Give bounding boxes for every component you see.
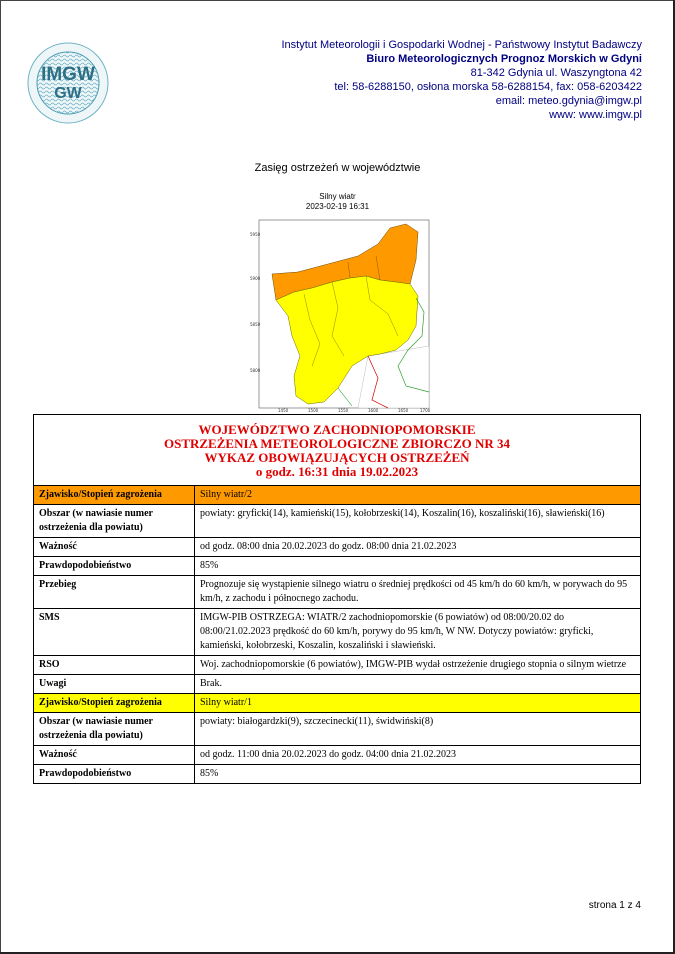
phone-fax: tel: 58-6288150, osłona morska 58-6288154, fax: 058-6203422 bbox=[334, 81, 642, 93]
voivodeship-title: WOJEWÓDZTWO ZACHODNIOPOMORSKIE bbox=[198, 422, 476, 437]
map-subtitle-block bbox=[0, 192, 675, 212]
sms-label: SMS bbox=[34, 609, 195, 656]
table-row bbox=[34, 675, 641, 694]
area-value: powiaty: białogardzki(9), szczecinecki(11), świdwiński(8) bbox=[195, 713, 641, 746]
validity-value: od godz. 11:00 dnia 20.02.2023 do godz. 04:00 dnia 21.02.2023 bbox=[195, 746, 641, 765]
map-subtitle: Silny wiatr bbox=[319, 192, 356, 201]
institute-name: Instytut Meteorologii i Gospodarki Wodnej - Państwowy Instytut Badawczy bbox=[281, 39, 642, 51]
table-row bbox=[34, 486, 641, 505]
table-row bbox=[34, 609, 641, 656]
issue-time: o godz. 16:31 dnia 19.02.2023 bbox=[255, 464, 419, 479]
area-label: Obszar (w nawiasie numer ostrzeżenia dla powiatu) bbox=[34, 505, 195, 538]
svg-text:1450: 1450 bbox=[278, 408, 289, 413]
notes-label: Uwagi bbox=[34, 675, 195, 694]
imgw-logo-icon bbox=[27, 42, 109, 124]
website[interactable]: www: www.imgw.pl bbox=[549, 109, 642, 121]
rso-label: RSO bbox=[34, 656, 195, 675]
address: 81-342 Gdynia ul. Waszyngtona 42 bbox=[470, 67, 642, 79]
svg-text:5950: 5950 bbox=[250, 232, 261, 237]
area-value: powiaty: gryficki(14), kamieński(15), kołobrzeski(14), Koszalin(16), koszaliński(16), sławieński(16) bbox=[195, 505, 641, 538]
course-label: Przebieg bbox=[34, 576, 195, 609]
phenomenon-value: Silny wiatr/1 bbox=[195, 694, 641, 713]
warning-title bbox=[34, 415, 641, 486]
validity-label: Ważność bbox=[34, 538, 195, 557]
course-value: Prognozuje się wystąpienie silnego wiatru o średniej prędkości od 45 km/h do 60 km/h, w porywach do 95 km/h, z zachodu i północnego zachodu. bbox=[195, 576, 641, 609]
svg-text:GW: GW bbox=[54, 85, 82, 102]
probability-label: Prawdopodobieństwo bbox=[34, 765, 195, 784]
warning-table bbox=[33, 414, 641, 784]
office-name: Biuro Meteorologicznych Prognoz Morskich w Gdyni bbox=[366, 53, 642, 65]
area-label: Obszar (w nawiasie numer ostrzeżenia dla powiatu) bbox=[34, 713, 195, 746]
svg-text:5800: 5800 bbox=[250, 368, 261, 373]
table-row bbox=[34, 656, 641, 675]
table-row bbox=[34, 505, 641, 538]
table-row bbox=[34, 694, 641, 713]
svg-text:5850: 5850 bbox=[250, 322, 261, 327]
map-title: Zasięg ostrzeżeń w województwie bbox=[254, 162, 421, 174]
svg-text:5900: 5900 bbox=[250, 276, 261, 281]
list-title: WYKAZ OBOWIĄZUJĄCYCH OSTRZEŻEŃ bbox=[204, 450, 470, 465]
validity-value: od godz. 08:00 dnia 20.02.2023 do godz. 08:00 dnia 21.02.2023 bbox=[195, 538, 641, 557]
table-row bbox=[34, 746, 641, 765]
sms-value: IMGW-PIB OSTRZEGA: WIATR/2 zachodniopomorskie (6 powiatów) od 08:00/20.02 do 08:00/21.02.2023 prędkość do 60 km/h, porywy do 95 km/h, W NW. Dotyczy powiatów: gryficki, kamieński, kołobrzeski, Koszalin, koszaliński i sławieński. bbox=[195, 609, 641, 656]
table-row bbox=[34, 557, 641, 576]
svg-text:1650: 1650 bbox=[398, 408, 409, 413]
email[interactable]: email: meteo.gdynia@imgw.pl bbox=[495, 95, 642, 107]
warning-map bbox=[248, 216, 433, 416]
svg-text:1550: 1550 bbox=[338, 408, 349, 413]
phenomenon-value: Silny wiatr/2 bbox=[195, 486, 641, 505]
svg-text:IMGW: IMGW bbox=[41, 64, 95, 85]
svg-text:1500: 1500 bbox=[308, 408, 319, 413]
phenomenon-label: Zjawisko/Stopień zagrożenia bbox=[34, 694, 195, 713]
bulletin-title: OSTRZEŻENIA METEOROLOGICZNE ZBIORCZO NR 34 bbox=[163, 436, 511, 451]
probability-label: Prawdopodobieństwo bbox=[34, 557, 195, 576]
svg-text:1700: 1700 bbox=[420, 408, 431, 413]
probability-value: 85% bbox=[195, 557, 641, 576]
probability-value: 85% bbox=[195, 765, 641, 784]
table-row bbox=[34, 576, 641, 609]
notes-value: Brak. bbox=[195, 675, 641, 694]
table-row bbox=[34, 713, 641, 746]
table-row bbox=[34, 538, 641, 557]
institution-header bbox=[281, 38, 642, 122]
validity-label: Ważność bbox=[34, 746, 195, 765]
svg-text:1600: 1600 bbox=[368, 408, 379, 413]
rso-value: Woj. zachodniopomorskie (6 powiatów), IMGW-PIB wydał ostrzeżenie drugiego stopnia o silnym wietrze bbox=[195, 656, 641, 675]
table-row bbox=[34, 765, 641, 784]
page-number: strona 1 z 4 bbox=[588, 900, 641, 911]
phenomenon-label: Zjawisko/Stopień zagrożenia bbox=[34, 486, 195, 505]
map-datetime: 2023-02-19 16:31 bbox=[305, 202, 370, 211]
